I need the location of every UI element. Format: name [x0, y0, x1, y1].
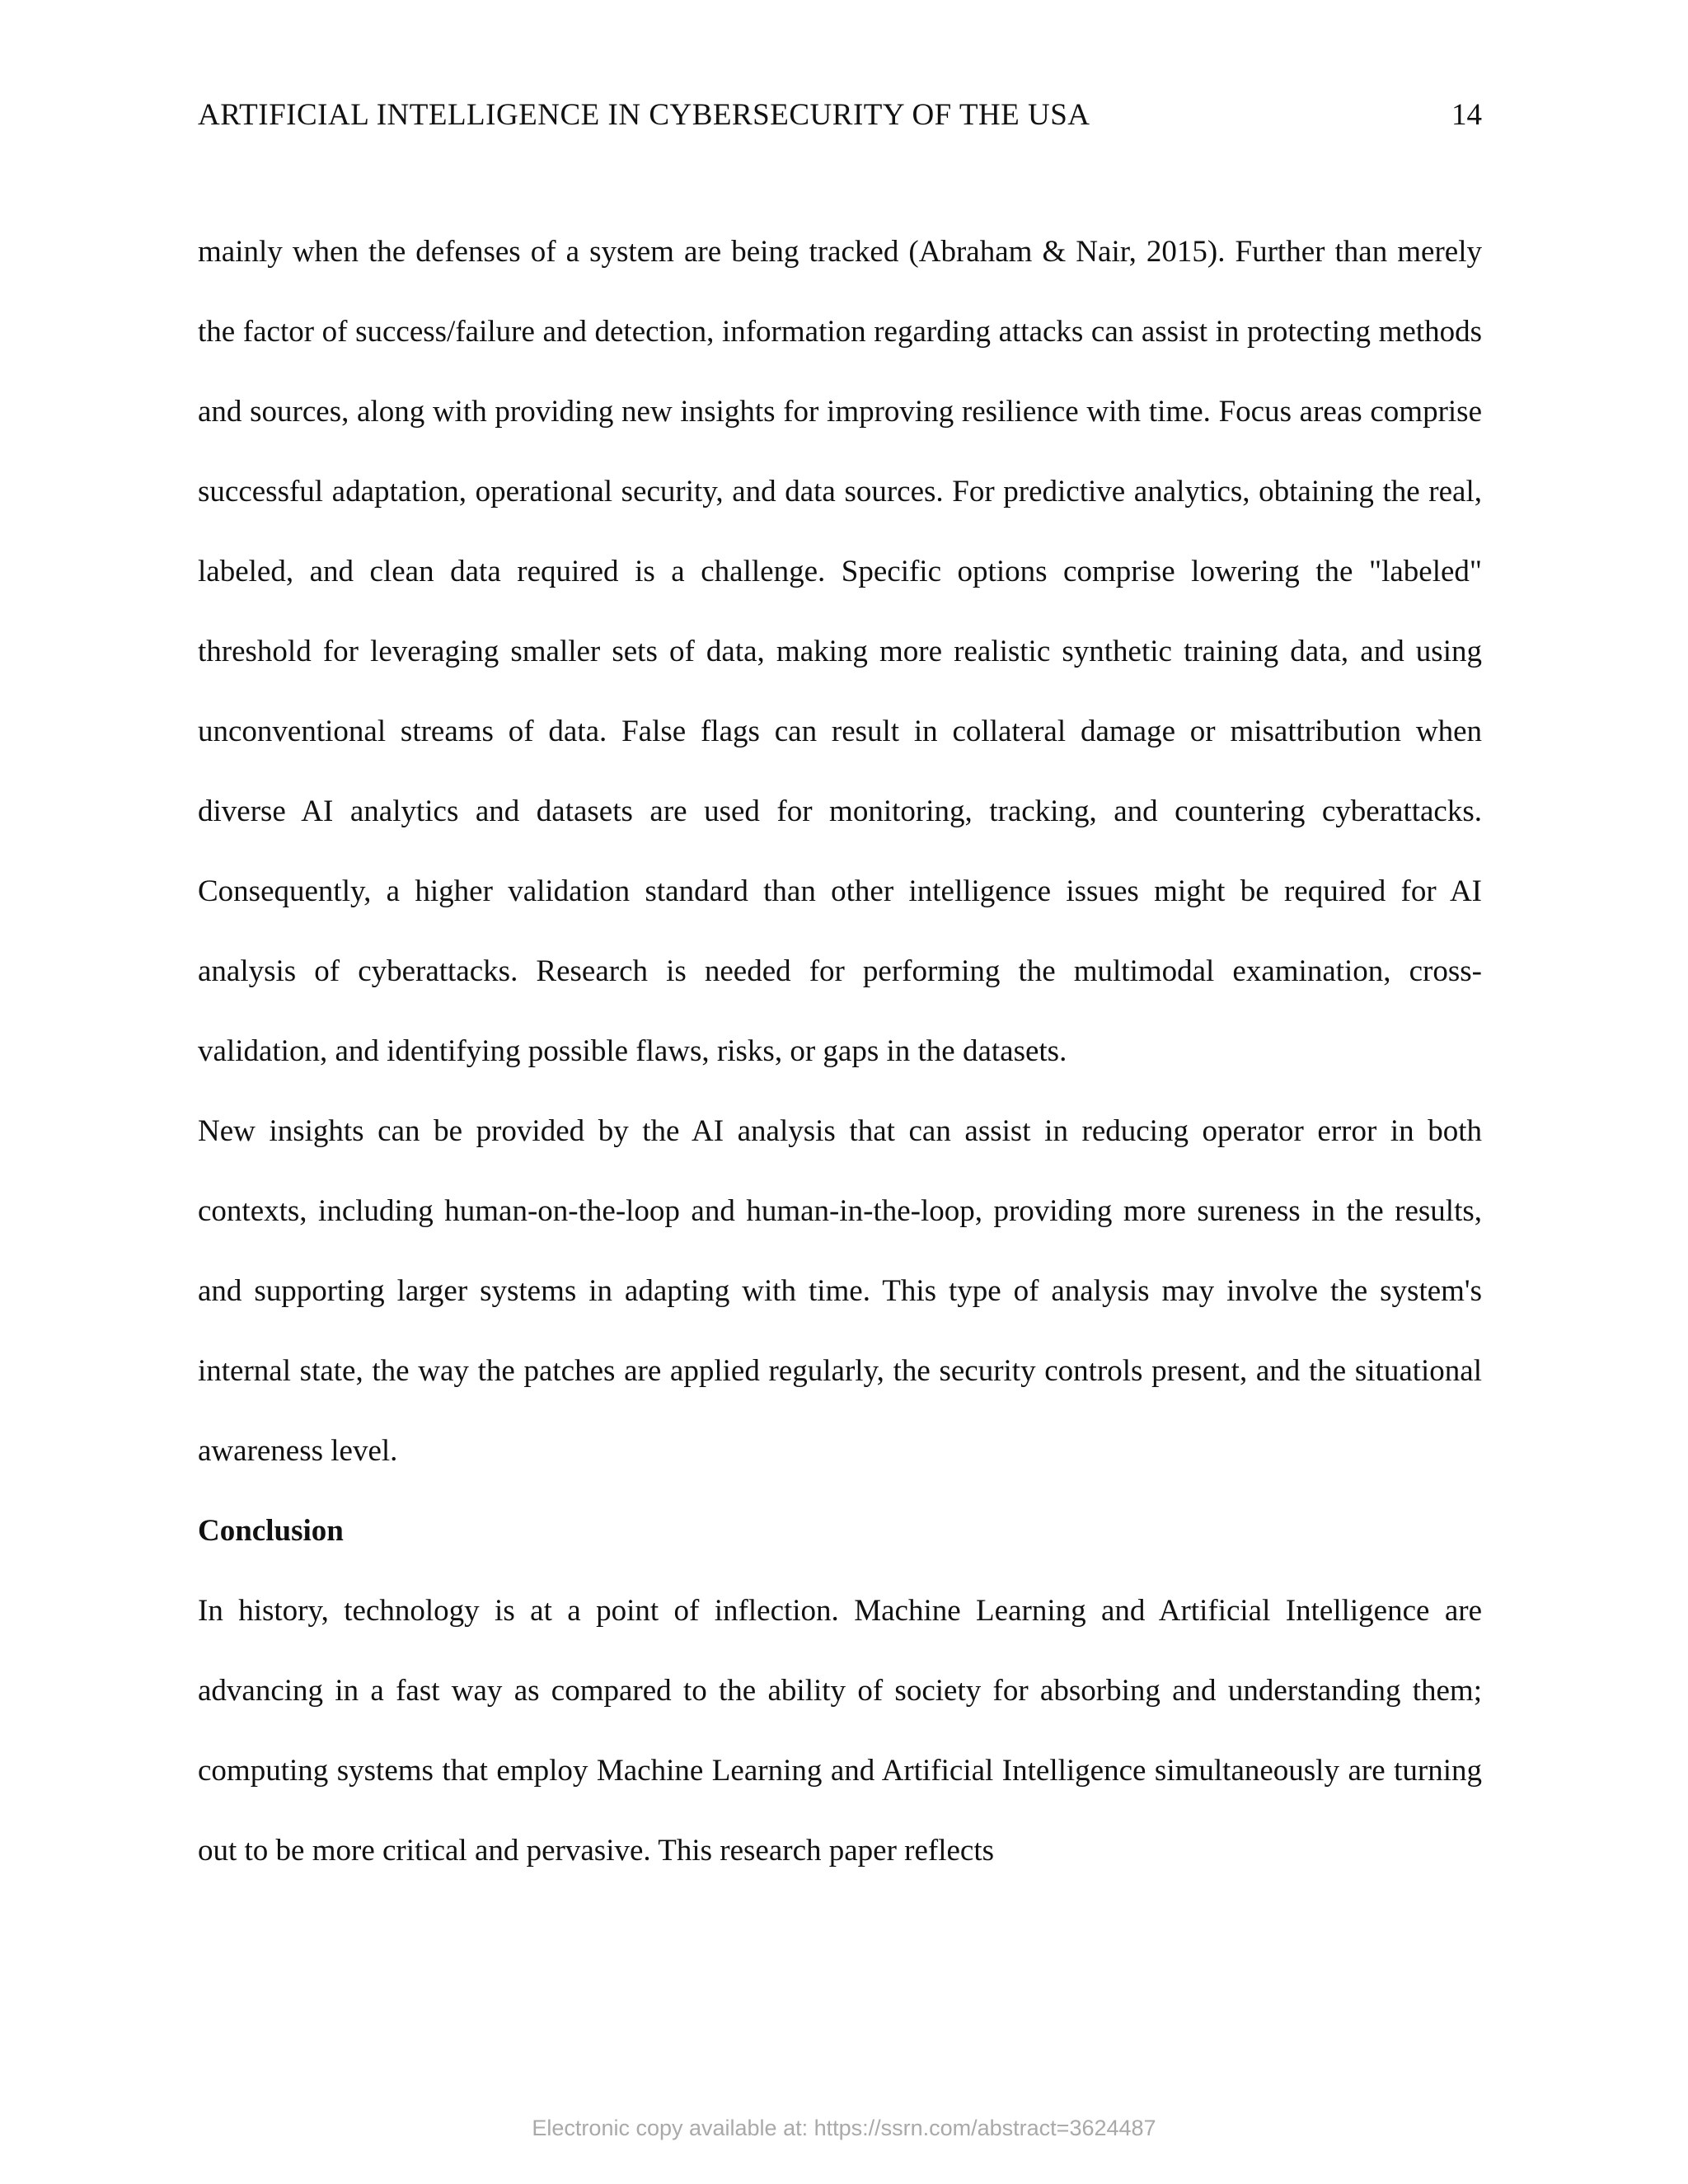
- page-content: [198, 97, 1482, 1891]
- page-number: 14: [1451, 98, 1482, 132]
- section-heading-conclusion: Conclusion: [198, 1514, 344, 1548]
- ssrn-footer-note: Electronic copy available at: https://ssrn.com/abstract=3624487: [532, 2116, 1156, 2140]
- page-header: [198, 97, 1482, 133]
- body-paragraph-1: mainly when the defenses of a system are being tracked (Abraham & Nair, 2015). Further than merely the factor of success/failure and detection, information regarding attacks can assist in protecting methods and sources, along with providing new insights for improving resilience with time. Focus areas comprise successful adaptation, operational security, and data sources. For predictive analytics, obtaining the real, labeled, and clean data required is a challenge. Specific options comprise lowering the "labeled" threshold for leveraging smaller sets of data, making more realistic synthetic training data, and using unconventional streams of data. False flags can result in collateral damage or misattribution when diverse AI analytics and datasets are used for monitoring, tracking, and countering cyberattacks. Consequently, a higher validation standard than other intelligence issues might be required for AI analysis of cyberattacks. Research is needed for performing the multimodal examination, cross-validation, and identifying possible flaws, risks, or gaps in the datasets.: [198, 235, 1482, 1068]
- body-paragraph-3: In history, technology is at a point of inflection. Machine Learning and Artificial Intelligence are advancing in a fast way as compared to the ability of society for absorbing and understanding them; computing systems that employ Machine Learning and Artificial Intelligence simultaneously are turning out to be more critical and pervasive. This research paper reflects: [198, 1594, 1482, 1868]
- running-head-title: ARTIFICIAL INTELLIGENCE IN CYBERSECURITY OF THE USA: [198, 98, 1090, 132]
- paper-body: [198, 212, 1482, 1891]
- body-paragraph-2: New insights can be provided by the AI analysis that can assist in reducing operator error in both contexts, including human-on-the-loop and human-in-the-loop, providing more sureness in the results, and supporting larger systems in adapting with time. This type of analysis may involve the system's internal state, the way the patches are applied regularly, the security controls present, and the situational awareness level.: [198, 1114, 1482, 1468]
